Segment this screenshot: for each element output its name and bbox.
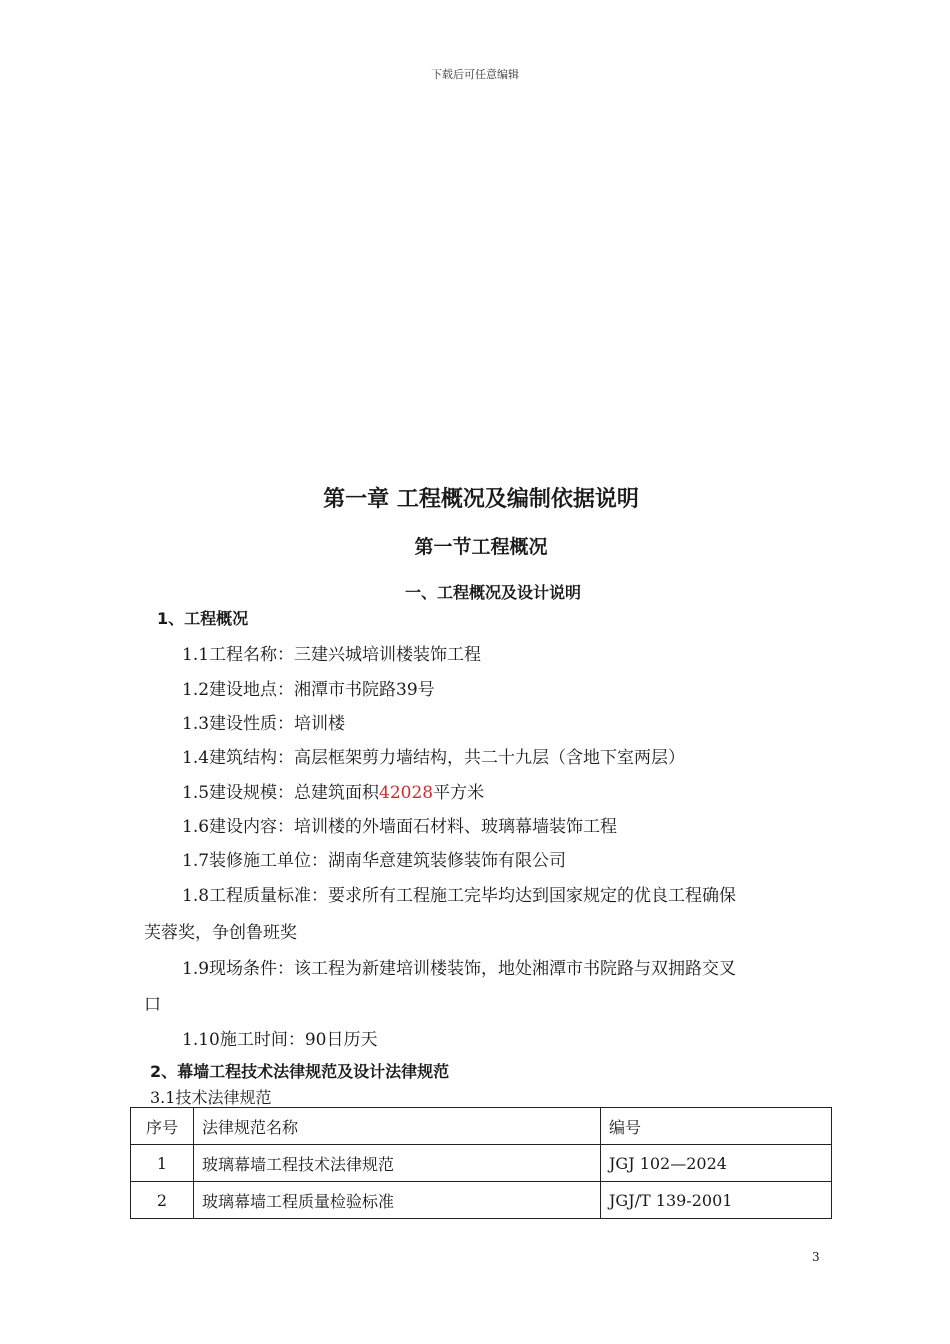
- standards-table: [130, 1107, 832, 1219]
- item-1-7: 1.7装修施工单位：湖南华意建筑装修装饰有限公司: [182, 851, 567, 871]
- section-title: 第一节工程概况: [414, 536, 548, 558]
- cell-index: 1: [131, 1145, 194, 1182]
- item-1-8-line2: 芙蓉奖，争创鲁班奖: [144, 923, 297, 943]
- cell-code: JGJ/T 139-2001: [601, 1182, 832, 1219]
- heading-standards: 2、幕墙工程技术法律规范及设计法律规范: [150, 1062, 450, 1081]
- item-1-5: [182, 778, 484, 803]
- subsection-title: 一、工程概况及设计说明: [404, 583, 581, 602]
- heading-project-overview: 1、工程概况: [157, 609, 249, 628]
- item-1-10: 1.10施工时间：90日历天: [182, 1030, 378, 1050]
- item-1-4: 1.4建筑结构：高层框架剪力墙结构，共二十九层（含地下室两层）: [182, 748, 686, 768]
- item-1-8-line1: 1.8工程质量标准：要求所有工程施工完毕均达到国家规定的优良工程确保: [182, 886, 737, 906]
- item-1-9-line1: 1.9现场条件：该工程为新建培训楼装饰，地处湘潭市书院路与双拥路交叉: [182, 959, 737, 979]
- header-index: 序号: [131, 1108, 194, 1145]
- item-1-9-line2: 口: [144, 995, 161, 1015]
- cell-name: 玻璃幕墙工程质量检验标准: [194, 1182, 601, 1219]
- item-1-5-label: 1.5建设规模：总建筑面积: [182, 783, 380, 803]
- chapter-title: 第一章 工程概况及编制依据说明: [323, 487, 639, 512]
- item-1-2: 1.2建设地点：湘潭市书院路39号: [182, 680, 435, 700]
- item-1-3: 1.3建设性质：培训楼: [182, 714, 346, 734]
- header-note: 下载后可任意编辑: [431, 68, 519, 81]
- header-name: 法律规范名称: [194, 1108, 601, 1145]
- area-value: 42028: [379, 783, 434, 803]
- page-number: 3: [812, 1250, 820, 1264]
- item-1-6: 1.6建设内容：培训楼的外墙面石材料、玻璃幕墙装饰工程: [182, 817, 618, 837]
- cell-code: JGJ 102—2024: [601, 1145, 832, 1182]
- cell-name: 玻璃幕墙工程技术法律规范: [194, 1145, 601, 1182]
- cell-index: 2: [131, 1182, 194, 1219]
- sub-note: 3.1技术法律规范: [150, 1088, 272, 1107]
- table-row: [131, 1182, 832, 1219]
- table-header-row: [131, 1108, 832, 1145]
- item-1-1: 1.1工程名称：三建兴城培训楼装饰工程: [182, 645, 482, 665]
- header-code: 编号: [601, 1108, 832, 1145]
- table-row: [131, 1145, 832, 1182]
- item-1-5-unit: 平方米: [433, 783, 485, 803]
